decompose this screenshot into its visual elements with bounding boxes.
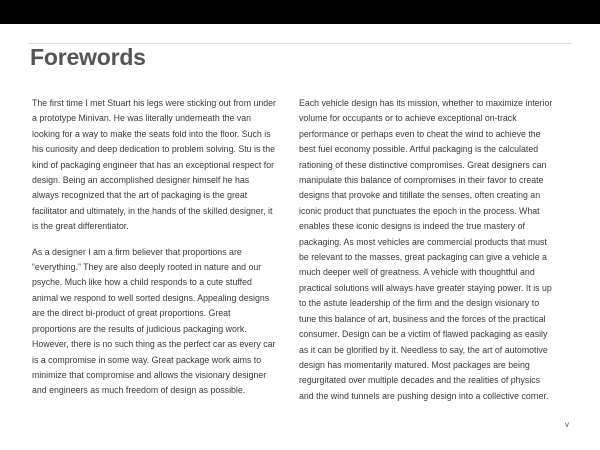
page-number: v — [565, 420, 569, 429]
left-paragraph-1: The first time I met Stuart his legs were sticking out from under a prototype Minivan. He was literally underneath the van looking for a way to make the seats fold into the floor. Such is his curiosity and deep dedication to problem solving. Stu is the kind of packaging engineer that has an exceptional respect for design. Being an accomplished designer himself he has always recognized that the art of packaging is the great facilitator and ultimately, in the hands of the skilled designer, it is the great differentiator. — [32, 98, 276, 232]
left-paragraph-2: As a designer I am a firm believer that proportions are “everything.” They are also deeply rooted in nature and our psyche. Much like how a child responds to a cute stuffed animal we respond to well sorted designs. Appealing designs are the direct bi-product of great proportions. Great proportions are the results of judicious packaging work. However, there is no such thing as the perfect car as every car is a compromise in some way. Great package work aims to minimize that compromise and allows the visionary designer and engineers as much freedom of design as possible. — [32, 246, 276, 396]
top-bar — [0, 0, 600, 24]
left-column — [32, 96, 276, 409]
right-column — [299, 96, 553, 414]
right-paragraph-1: Each vehicle design has its mission, whether to maximize interior volume for occupants or to achieve exceptional on-track performance or perhaps even to cheat the wind to achieve the best fuel economy possible. Artful packaging is the calculated rationing of these distinctive compromises. Great designers can manipulate this balance of compromises in their favor to create designs that provoke and titillate the senses, often creating an iconic product that punctuates the epoch in the process. What enables these iconic designs is indeed the true mastery of packaging. As most vehicles are commercial products that must be relevant to the masses, great packaging can give a vehicle a much deeper well of greatness. A vehicle with thoughtful and practical solutions will always have greater staying power. It is up to the astute leadership of the firm and the design visionary to tune this balance of art, business and the forces of the practical consumer. Design can be a victim of flawed packaging as easily as it can be glorified by it. Needless to say, the art of automotive design has momentarily matured. Most packages are being regurgitated over multiple decades and the realities of physics and the wind tunnels are pushing design into a collective corner. — [299, 98, 553, 401]
page-title: Forewords — [30, 44, 146, 70]
